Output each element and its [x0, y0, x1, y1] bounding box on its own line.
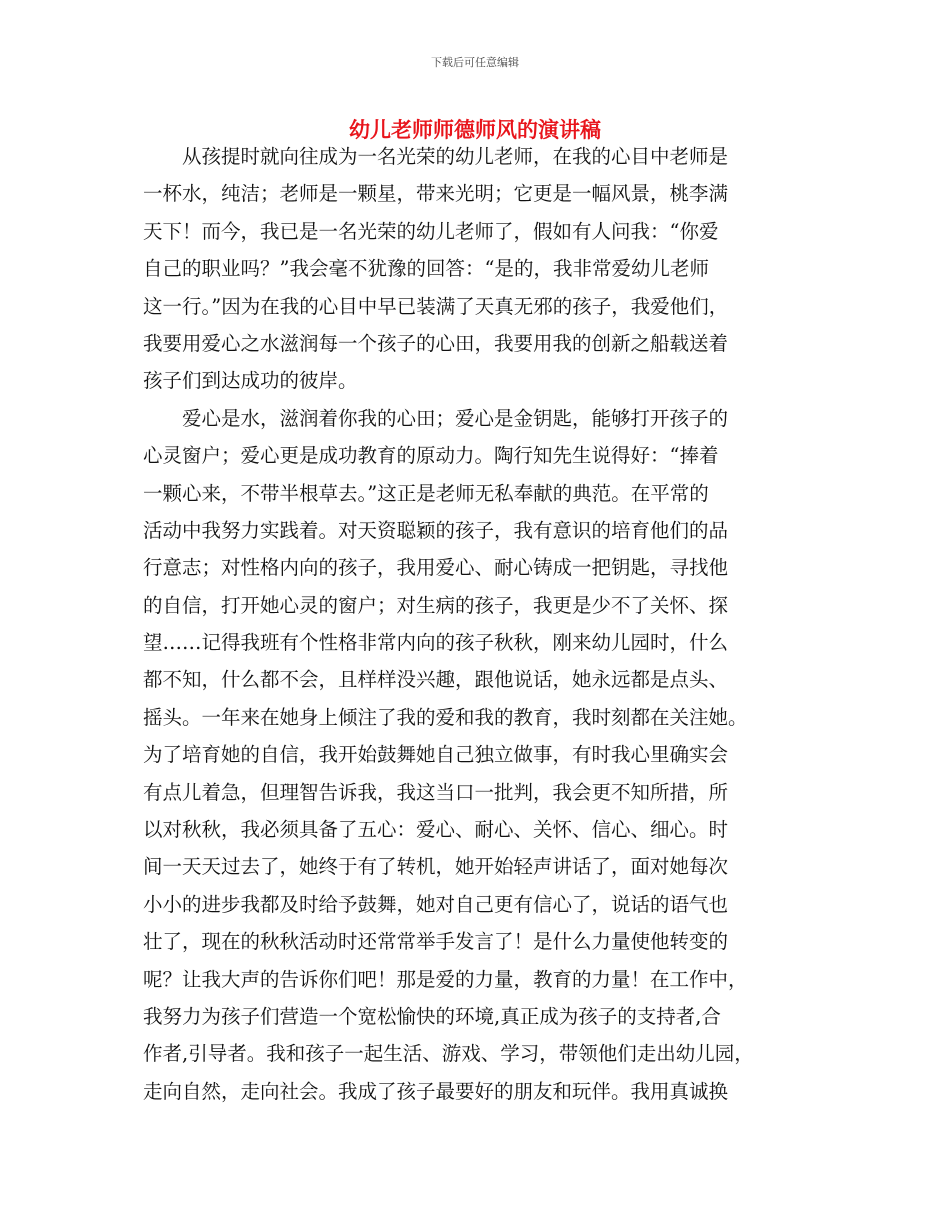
body-text — [143, 138, 823, 1110]
text-line: 有点儿着急，但理智告诉我，我这当口一批判，我会更不知所措，所 — [143, 780, 729, 804]
text-line: 作者,引导者。我和孩子一起生活、游戏、学习，带领他们走出幼儿园， — [143, 1042, 754, 1066]
text-line: 走向自然，走向社会。我成了孩子最要好的朋友和玩伴。我用真诚换 — [143, 1079, 729, 1103]
text-line: 心灵窗户；爱心更是成功教育的原动力。陶行知先生说得好：“捧着 — [143, 444, 719, 468]
text-line: 都不知，什么都不会，且样样没兴趣，跟他说话，她永远都是点头、 — [143, 668, 729, 692]
text-line: 呢？让我大声的告诉你们吧！那是爱的力量，教育的力量！在工作中， — [143, 967, 748, 991]
text-line: 我努力为孩子们营造一个宽松愉快的环境,真正成为孩子的支持者,合 — [143, 1004, 721, 1028]
text-line: 间一天天过去了，她终于有了转机，她开始轻声讲话了，面对她每次 — [143, 855, 729, 879]
text-line: 我要用爱心之水滋润每一个孩子的心田，我要用我的创新之船载送着 — [143, 331, 729, 355]
text-line: 壮了，现在的秋秋活动时还常常举手发言了！是什么力量使他转变的 — [143, 930, 729, 954]
text-line: 爱心是水，滋润着你我的心田；爱心是金钥匙，能够打开孩子的 — [143, 406, 729, 430]
text-line: 一颗心来，不带半根草去。”这正是老师无私奉献的典范。在平常的 — [143, 481, 709, 505]
text-line: 一杯水，纯洁；老师是一颗星，带来光明；它更是一幅风景，桃李满 — [143, 182, 729, 206]
text-line: 孩子们到达成功的彼岸。 — [143, 369, 358, 393]
text-line: 小小的进步我都及时给予鼓舞，她对自己更有信心了，说话的语气也 — [143, 892, 729, 916]
text-line: 的自信，打开她心灵的窗户；对生病的孩子，我更是少不了关怀、探 — [143, 593, 729, 617]
text-line: 行意志；对性格内向的孩子，我用爱心、耐心铸成一把钥匙，寻找他 — [143, 556, 729, 580]
text-line: 自己的职业吗？”我会毫不犹豫的回答：“是的，我非常爱幼儿老师 — [143, 257, 709, 281]
text-line: 望……记得我班有个性格非常内向的孩子秋秋，刚来幼儿园时，什么 — [143, 631, 729, 655]
document-title: 幼儿老师师德师风的演讲稿 — [349, 118, 601, 142]
text-line: 以对秋秋，我必须具备了五心：爱心、耐心、关怀、信心、细心。时 — [143, 818, 729, 842]
text-line: 为了培育她的自信，我开始鼓舞她自己独立做事，有时我心里确实会 — [143, 743, 729, 767]
text-line: 活动中我努力实践着。对天资聪颖的孩子，我有意识的培育他们的品 — [143, 518, 729, 542]
text-line: 摇头。一年来在她身上倾注了我的爱和我的教育，我时刻都在关注她。 — [143, 705, 748, 729]
header-note: 下载后可任意编辑 — [431, 56, 519, 69]
text-line: 这一行。”因为在我的心目中早已装满了天真无邪的孩子，我爱他们， — [143, 294, 729, 318]
text-line: 天下！而今，我已是一名光荣的幼儿老师了，假如有人问我：“你爱 — [143, 219, 719, 243]
text-line: 从孩提时就向往成为一名光荣的幼儿老师，在我的心目中老师是 — [143, 145, 729, 168]
